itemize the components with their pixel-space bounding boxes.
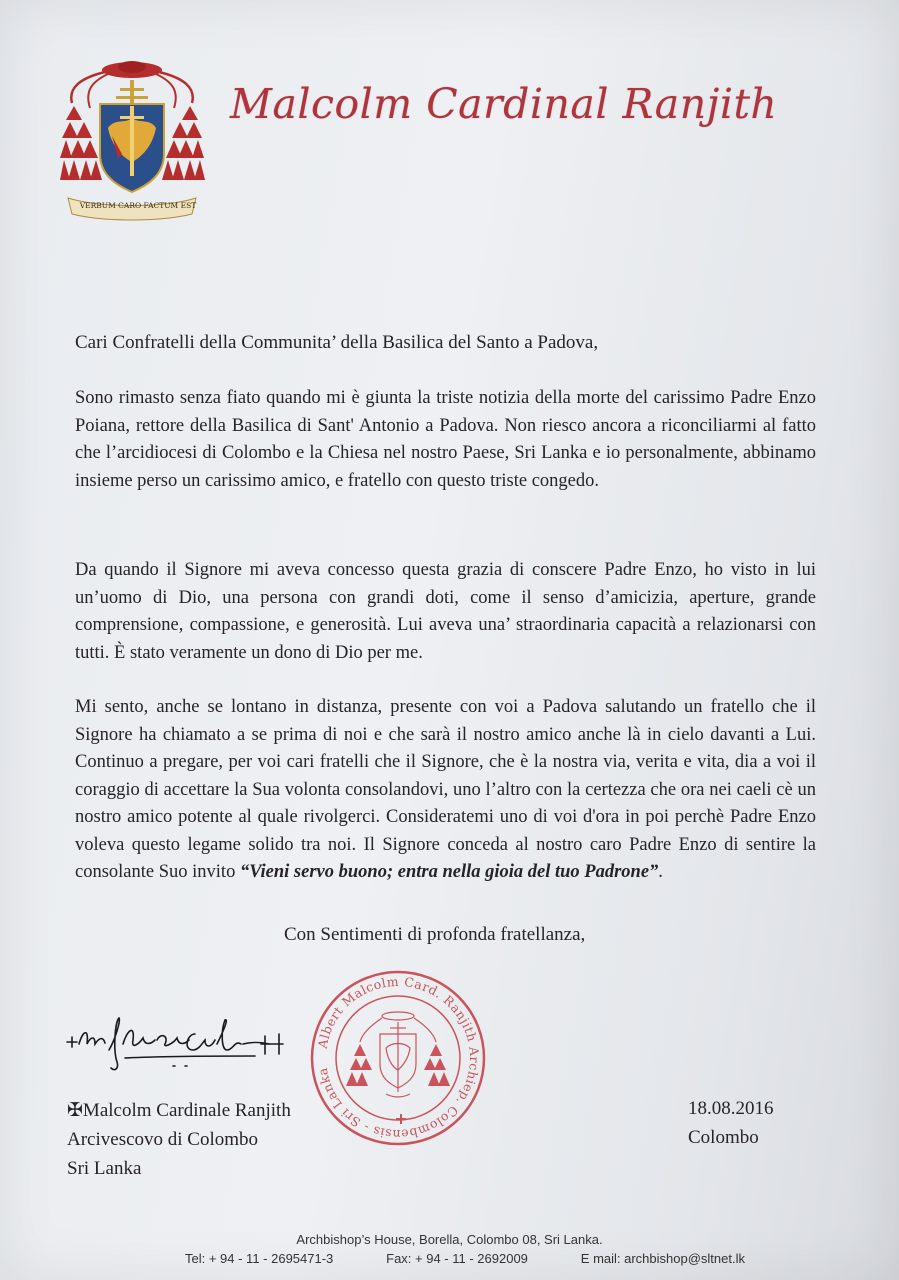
sender-block xyxy=(67,1096,291,1183)
sender-country: Sri Lanka xyxy=(67,1158,142,1179)
letterhead-name: Malcolm Cardinal Ranjith xyxy=(230,80,778,128)
salutation: Cari Confratelli della Communita’ della Basilica del Santo a Padova, xyxy=(75,332,599,353)
dateline xyxy=(688,1094,774,1152)
paragraph-3-end: . xyxy=(658,862,663,882)
footer-tel: Tel: + 94 - 11 - 2695471-3 xyxy=(185,1251,334,1266)
letter-paragraph-1: Sono rimasto senza fiato quando mi è giunta la triste notizia della morte del carissimo Padre Enzo Poiana, rettore della Basilica di Sant' Antonio a Padova. Non riesco ancora a riconciliarmi al fatto che l’arcidiocesi di Colombo e la Chiesa nel nostro Paese, Sri Lanka e io personalmente, abbinamo insieme perso un carissimo amico, e fratello con questo triste congedo. xyxy=(75,388,816,491)
paragraph-3-text: Mi sento, anche se lontano in distanza, presente con voi a Padova salutando un fratello che il Signore ha chiamato a se prima di noi e che sarà il nostro amico anche là in cielo davanti a Lui. Continuo a pregare, per voi cari fratelli che il Signore, che è la nostra via, verita e vita, dia a voi il coraggio di accettare la Sua volonta consolandovi, uno l’altro con la certezza che ora nei caeli cè un nostro amico potente al quale rivolgerci. Consideratemi uno di voi d'ora in poi perchè Padre Enzo voleva questo legame solido tra noi. Il Signore conceda al nostro caro Padre Enzo di sentire la consolante Suo invito xyxy=(75,697,816,882)
footer-fax: Fax: + 94 - 11 - 2692009 xyxy=(386,1251,528,1266)
handwritten-signature xyxy=(65,1010,295,1080)
letter-place: Colombo xyxy=(688,1127,759,1148)
letter-paragraph-3 xyxy=(75,694,816,887)
letter-date: 18.08.2016 xyxy=(688,1098,774,1119)
sender-name: ✠Malcolm Cardinale Ranjith xyxy=(67,1100,291,1121)
paragraph-3-quote: “Vieni servo buono; entra nella gioia del tuo Padrone” xyxy=(239,862,659,882)
footer-email: E mail: archbishop@sltnet.lk xyxy=(580,1251,745,1266)
letter-paragraph-2: Da quando il Signore mi aveva concesso questa grazia di conscere Padre Enzo, ho visto in lui un’uomo di Dio, una persona con grandi doti, come il senso d’amicizia, aperture, grande comprensione, compassione, e generosità. Lui aveva una’ straordinaria capacità a relazionarsi con tutti. È stato veramente un dono di Dio per me. xyxy=(75,560,816,663)
footer-address: Archbishop’s House, Borella, Colombo 08, Sri Lanka. xyxy=(296,1232,603,1247)
svg-text:Albert Malcolm Card. Ranjith A: Albert Malcolm Card. Ranjith Archiep. Colombensis - Sri Lanka xyxy=(314,973,483,1143)
coat-of-arms-icon xyxy=(60,58,205,223)
footer-contacts xyxy=(185,1251,745,1266)
closing-line: Con Sentimenti di profonda fratellanza, xyxy=(284,924,586,945)
motto-ribbon: VERBUM CARO FACTUM EST xyxy=(79,201,197,210)
official-seal-stamp xyxy=(308,968,488,1148)
sender-title: Arcivescovo di Colombo xyxy=(67,1129,259,1150)
